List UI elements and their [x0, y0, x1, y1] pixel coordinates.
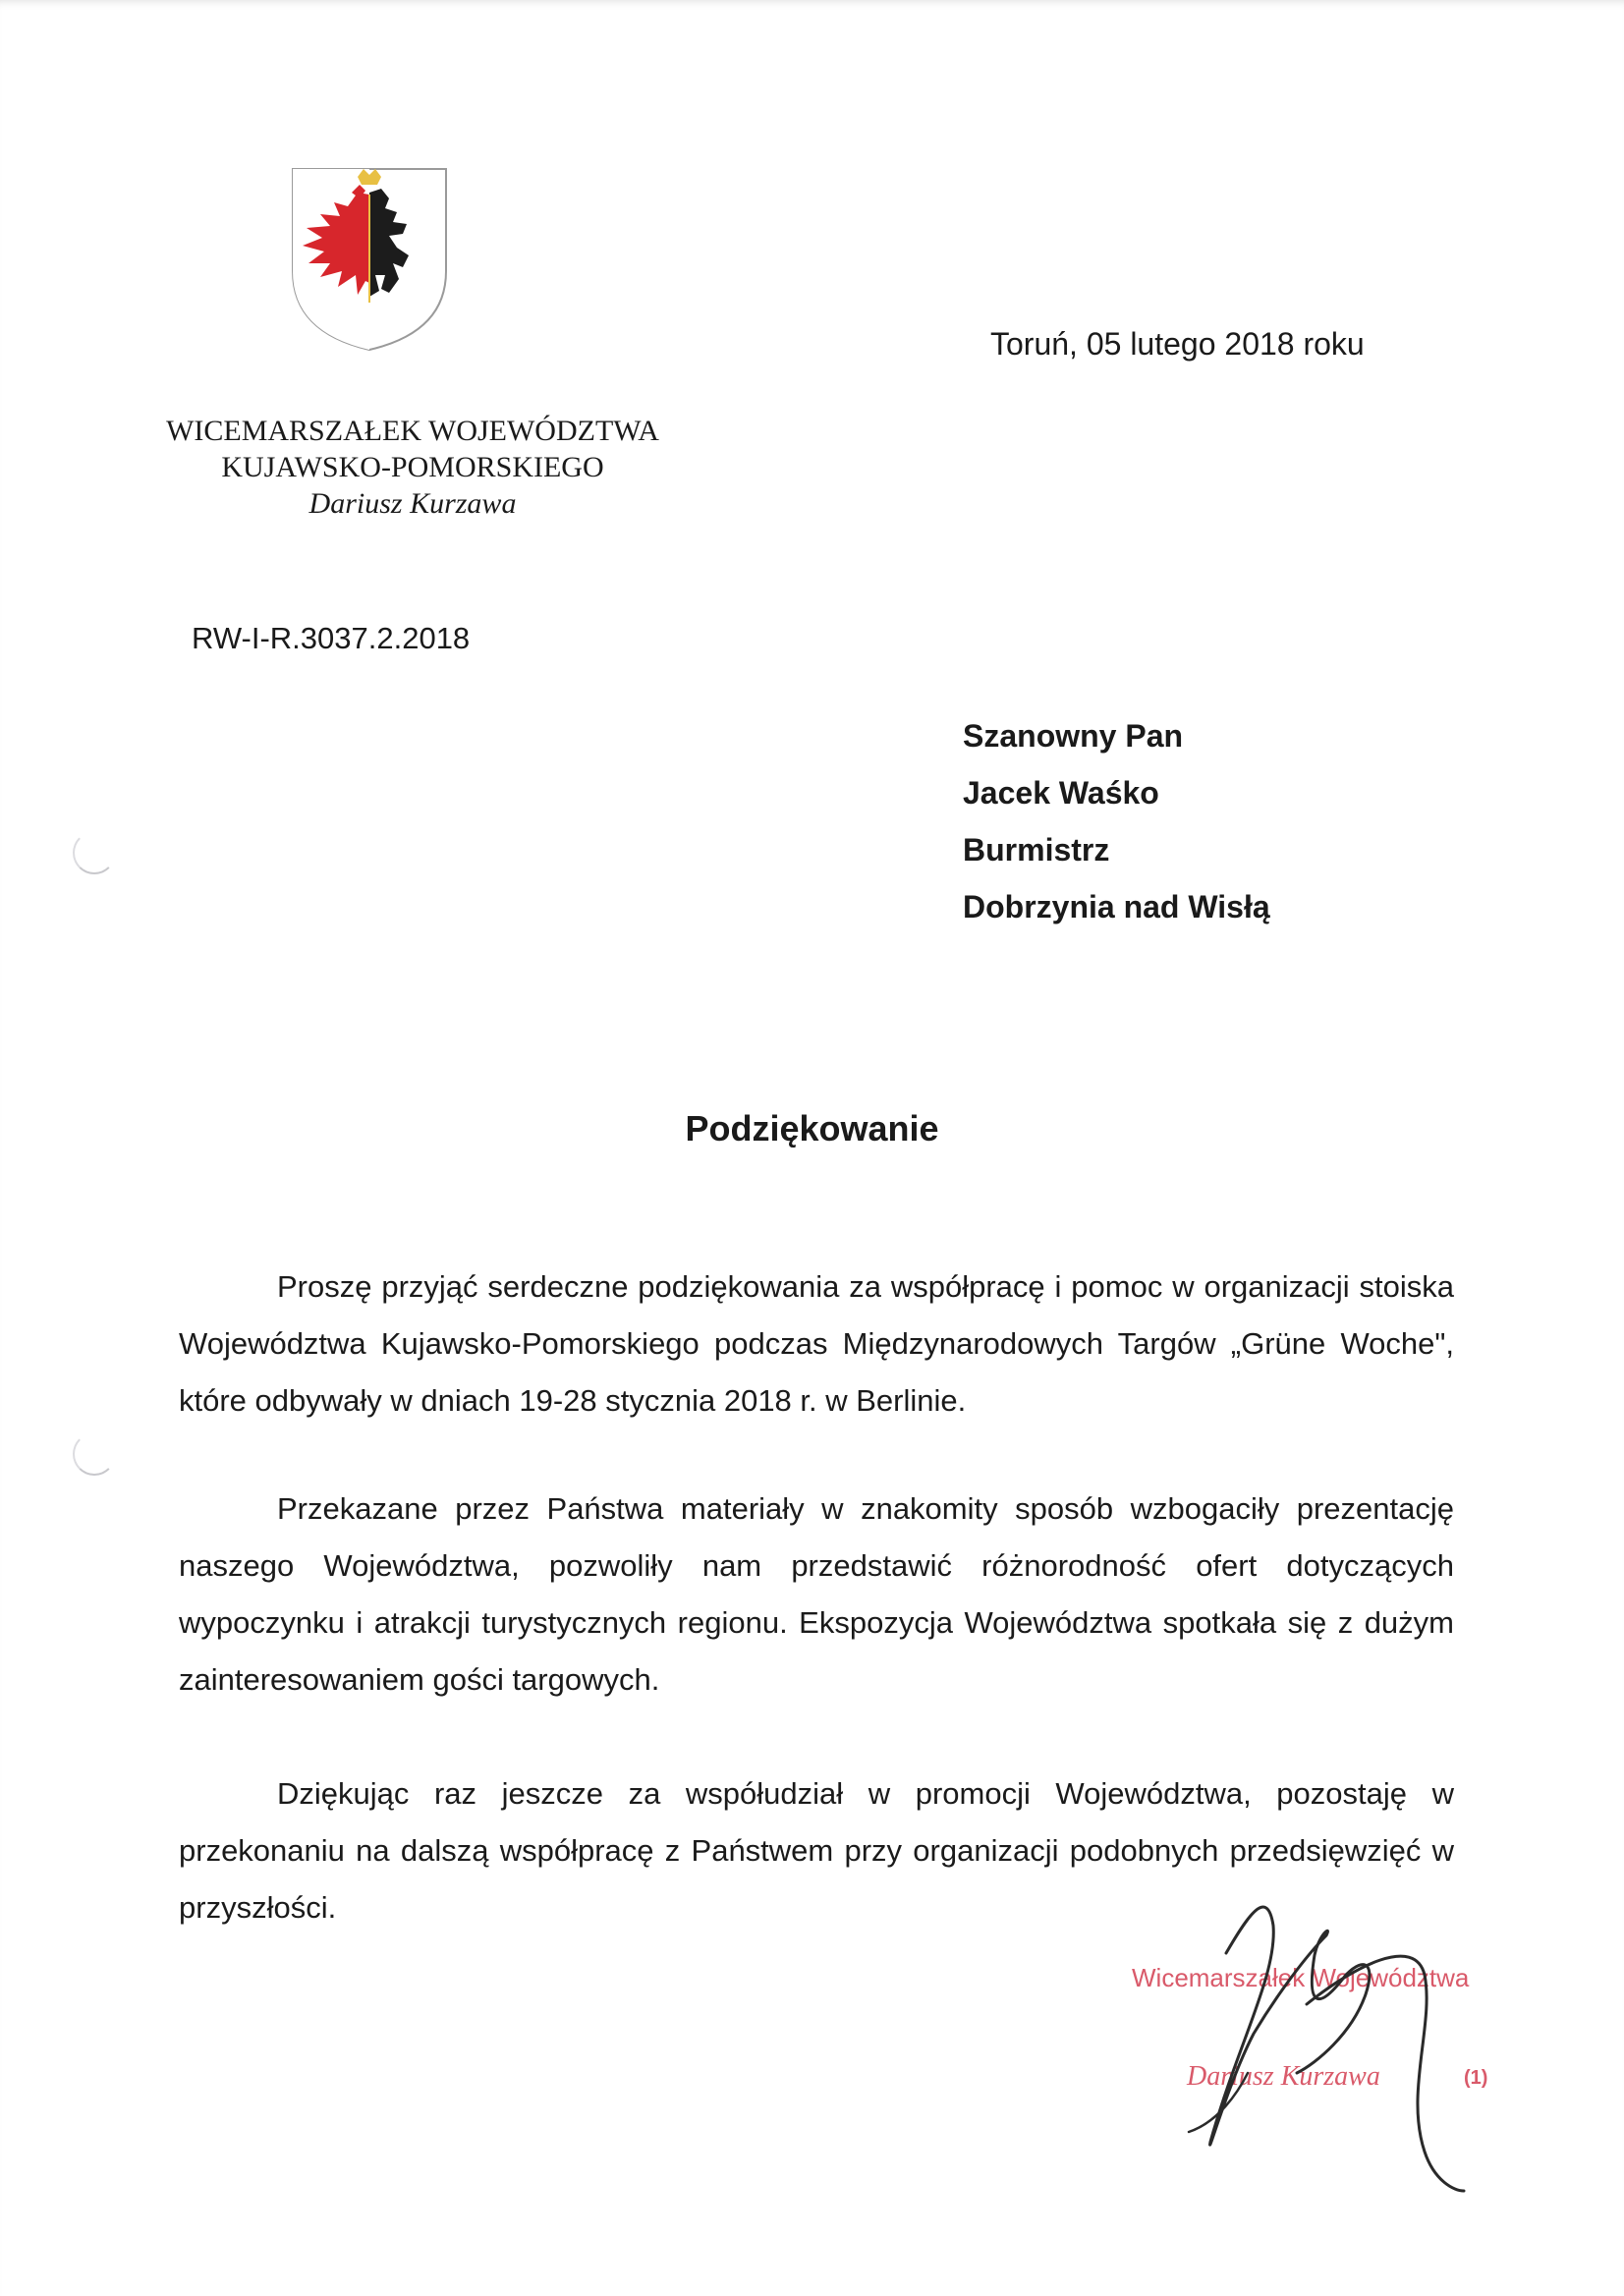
reference-number: RW-I-R.3037.2.2018	[192, 621, 471, 655]
coat-of-arms-icon	[287, 165, 452, 354]
stamp-count: (1)	[1464, 2067, 1488, 2089]
body-paragraph-1: Proszę przyjąć serdeczne podziękowania za współpracę i pomoc w organizacji stoiska Województwa Kujawsko-Pomorskiego podczas Międzynarodowych Targów „Grüne Woche", które odbywały w dniach 19-28 stycznia 2018 r. w Berlinie.	[179, 1269, 1454, 1418]
recipient-salutation: Szanowny Pan	[963, 718, 1184, 754]
recipient-town: Dobrzynia nad Wisłą	[963, 889, 1270, 924]
stamp-title: Wicemarszałek Województwa	[1132, 1963, 1470, 1992]
letter-date: Toruń, 05 lutego 2018 roku	[990, 326, 1365, 362]
recipient-block	[963, 707, 1270, 935]
handwritten-signature	[1159, 1896, 1493, 2201]
body-paragraph-2: Przekazane przez Państwa materiały w znakomity sposób wzbogaciły prezentację naszego Województwa, pozwoliły nam przedstawić różnorodność ofert dotyczących wypoczynku i atrakcji turystycznych regionu. Ekspozycja Województwa spotkała się z dużym zainteresowaniem gości targowych.	[179, 1491, 1454, 1697]
punch-hole-mark	[73, 1432, 116, 1476]
sender-title-line-2: KUJAWSKO-POMORSKIEGO	[221, 451, 604, 483]
stamp-name: Dariusz Kurzawa	[1187, 2061, 1380, 2092]
recipient-position: Burmistrz	[963, 832, 1110, 868]
punch-hole-mark	[73, 831, 116, 874]
sender-title-line-1: WICEMARSZAŁEK WOJEWÓDZTWA	[166, 415, 659, 447]
letter-title: Podziękowanie	[685, 1108, 939, 1148]
body-paragraph-3: Dziękując raz jeszcze za współudział w promocji Województwa, pozostaję w przekonaniu na dalszą współpracę z Państwem przy organizacji podobnych przedsięwzięć w przyszłości.	[179, 1776, 1454, 1925]
sender-block	[118, 413, 707, 522]
recipient-name: Jacek Waśko	[963, 775, 1159, 811]
sender-name: Dariusz Kurzawa	[308, 487, 517, 520]
